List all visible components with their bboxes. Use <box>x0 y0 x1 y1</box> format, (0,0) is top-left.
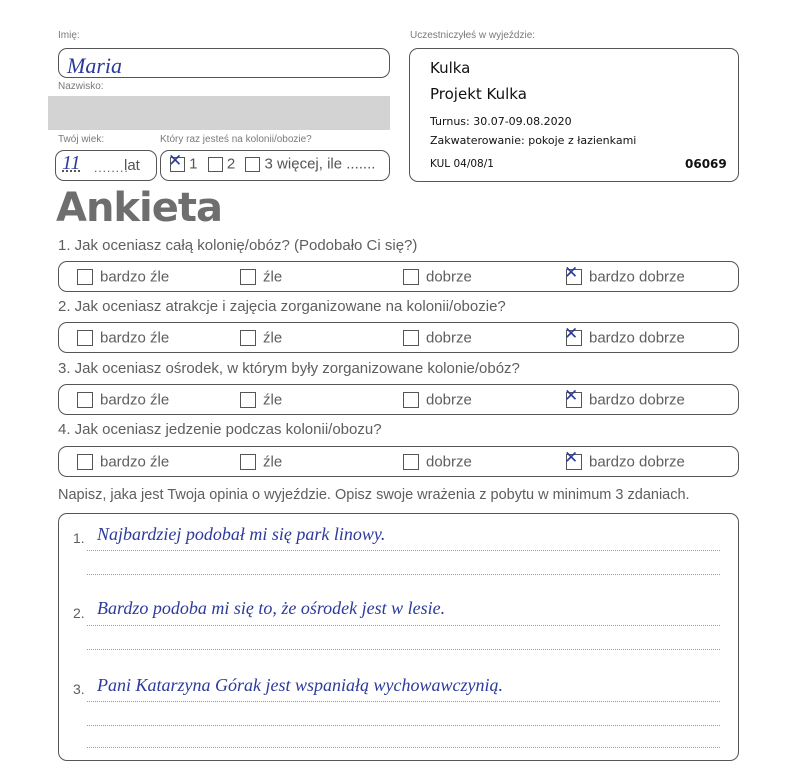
q1-option-bardzo-dobrze-checkbox[interactable] <box>564 263 582 285</box>
opinion-box[interactable] <box>58 513 739 761</box>
participant-label: Uczestniczyłeś w wyjeździe: <box>410 30 536 41</box>
times-option-2: 2 <box>226 155 236 173</box>
times-option-3: 3 więcej, ile ....... <box>264 155 376 173</box>
participant-line-2: Projekt Kulka <box>430 85 527 103</box>
answer-number-3: 3. <box>73 681 85 697</box>
q3-option-bardzo-zle-checkbox[interactable] <box>77 392 93 408</box>
question-2-answers <box>58 322 739 353</box>
participant-box <box>409 48 739 182</box>
writing-line <box>87 701 720 702</box>
q3-option-zle-checkbox[interactable] <box>240 392 256 408</box>
first-name-label: Imię: <box>58 30 80 41</box>
last-name-label: Nazwisko: <box>58 81 104 92</box>
q3-option-dobrze-label: dobrze <box>426 391 472 409</box>
q1-option-bardzo-zle-checkbox[interactable] <box>77 269 93 285</box>
writing-line <box>87 649 720 650</box>
q4-option-bardzo-dobrze-checkbox[interactable] <box>564 448 582 470</box>
q2-option-bardzo-zle-checkbox[interactable] <box>77 330 93 346</box>
age-label: Twój wiek: <box>58 134 105 145</box>
q2-option-bardzo-dobrze-checkbox[interactable] <box>564 324 582 346</box>
opinion-prompt: Napisz, jaka jest Twoja opinia o wyjeździe. Opisz swoje wrażenia z pobytu w minimum 3 zdaniach. <box>58 487 690 503</box>
q3-option-bardzo-dobrze-label: bardzo dobrze <box>589 391 685 409</box>
writing-line <box>87 574 720 575</box>
q3-option-bardzo-zle-label: bardzo źle <box>100 391 170 409</box>
q2-option-zle-checkbox[interactable] <box>240 330 256 346</box>
trip-number: 06069 <box>685 157 727 171</box>
question-2-text: 2. Jak oceniasz atrakcje i zajęcia zorganizowane na kolonii/obozie? <box>58 298 506 315</box>
writing-line <box>87 747 720 748</box>
q1-option-bardzo-dobrze-label: bardzo dobrze <box>589 268 685 286</box>
q1-option-dobrze-checkbox[interactable] <box>403 269 419 285</box>
writing-line <box>87 550 720 551</box>
age-unit: lat <box>124 157 140 174</box>
first-name-value: Maria <box>67 53 122 78</box>
q4-option-bardzo-zle-checkbox[interactable] <box>77 454 93 470</box>
answer-number-2: 2. <box>73 605 85 621</box>
q2-option-bardzo-zle-label: bardzo źle <box>100 329 170 347</box>
last-name-redaction <box>48 96 390 130</box>
q1-option-zle-label: źle <box>263 268 283 286</box>
x-mark-icon: ✕ <box>168 150 183 171</box>
q3-option-zle-label: źle <box>263 391 283 409</box>
q4-option-dobrze-checkbox[interactable] <box>403 454 419 470</box>
times-label: Który raz jesteś na kolonii/obozie? <box>160 134 312 145</box>
age-dots: ........ <box>94 161 129 175</box>
survey-title: Ankieta <box>56 185 222 231</box>
question-3-answers <box>58 384 739 415</box>
accommodation-text: Zakwaterowanie: pokoje z łazienkami <box>430 134 637 147</box>
age-field[interactable] <box>55 150 157 181</box>
times-checkbox-3[interactable] <box>245 157 260 172</box>
writing-line <box>87 725 720 726</box>
times-option-1: 1 <box>189 155 198 173</box>
answer-1-text: Najbardziej podobał mi się park linowy. <box>97 524 386 544</box>
q3-option-dobrze-checkbox[interactable] <box>403 392 419 408</box>
times-field <box>160 150 390 181</box>
first-name-field[interactable] <box>58 48 390 78</box>
q4-option-dobrze-label: dobrze <box>426 453 472 471</box>
q1-option-dobrze-label: dobrze <box>426 268 472 286</box>
q2-option-dobrze-checkbox[interactable] <box>403 330 419 346</box>
times-checkbox-1[interactable] <box>168 150 185 172</box>
x-mark-icon: ✕ <box>564 448 579 469</box>
q4-option-bardzo-zle-label: bardzo źle <box>100 453 170 471</box>
question-3-text: 3. Jak oceniasz ośrodek, w którym były zorganizowane kolonie/obóz? <box>58 360 520 377</box>
answer-3-text: Pani Katarzyna Górak jest wspaniałą wychowawczynią. <box>97 675 503 695</box>
x-mark-icon: ✕ <box>564 263 579 284</box>
q2-option-dobrze-label: dobrze <box>426 329 472 347</box>
q2-option-bardzo-dobrze-label: bardzo dobrze <box>589 329 685 347</box>
q4-option-zle-label: źle <box>263 453 283 471</box>
q4-option-zle-checkbox[interactable] <box>240 454 256 470</box>
trip-code: KUL 04/08/1 <box>430 158 494 170</box>
participant-line-1: Kulka <box>430 59 471 77</box>
age-value: 11 <box>62 152 81 174</box>
answer-2-text: Bardzo podoba mi się to, że ośrodek jest w lesie. <box>97 598 446 618</box>
q1-option-zle-checkbox[interactable] <box>240 269 256 285</box>
q2-option-zle-label: źle <box>263 329 283 347</box>
q4-option-bardzo-dobrze-label: bardzo dobrze <box>589 453 685 471</box>
times-checkbox-2[interactable] <box>208 157 223 172</box>
question-1-text: 1. Jak oceniasz całą kolonię/obóz? (Podobało Ci się?) <box>58 237 418 254</box>
turnus-text: Turnus: 30.07-09.08.2020 <box>430 115 572 128</box>
q3-option-bardzo-dobrze-checkbox[interactable] <box>564 386 582 408</box>
question-4-answers <box>58 446 739 477</box>
answer-number-1: 1. <box>73 530 85 546</box>
question-1-answers <box>58 261 739 292</box>
writing-line <box>87 625 720 626</box>
x-mark-icon: ✕ <box>564 386 579 407</box>
x-mark-icon: ✕ <box>564 324 579 345</box>
question-4-text: 4. Jak oceniasz jedzenie podczas kolonii/obozu? <box>58 421 382 438</box>
q1-option-bardzo-zle-label: bardzo źle <box>100 268 170 286</box>
